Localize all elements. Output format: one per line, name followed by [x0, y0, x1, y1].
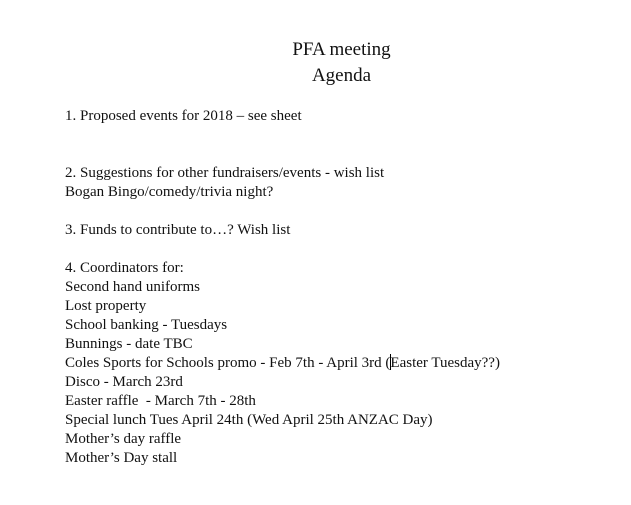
coordinator-item: Bunnings - date TBC — [65, 336, 193, 352]
coordinator-item: Special lunch Tues April 24th (Wed April 25th ANZAC Day) — [65, 412, 433, 428]
page-title: PFA meeting — [292, 39, 391, 60]
coordinator-item: Mother’s day raffle — [65, 431, 182, 447]
coles-text-after-caret: Easter Tuesday??) — [390, 355, 500, 371]
page-subtitle: Agenda — [311, 65, 372, 86]
coordinator-item-coles — [65, 354, 500, 373]
agenda-item-3: 3. Funds to contribute to…? Wish list — [65, 222, 291, 238]
coordinator-item: Disco - March 23rd — [65, 374, 183, 390]
coordinator-item: Mother’s Day stall — [65, 450, 178, 466]
agenda-item-1: 1. Proposed events for 2018 – see sheet — [65, 108, 302, 124]
coordinator-item: Second hand uniforms — [65, 279, 200, 295]
agenda-item-2: 2. Suggestions for other fundraisers/events - wish list — [65, 165, 385, 181]
coordinator-item: Lost property — [65, 298, 147, 314]
coles-text-before-caret: Coles Sports for Schools promo - Feb 7th - April 3rd ( — [65, 355, 391, 371]
agenda-item-2-detail: Bogan Bingo/comedy/trivia night? — [65, 184, 274, 200]
coordinator-item: Easter raffle - March 7th - 28th — [65, 393, 256, 409]
agenda-item-4: 4. Coordinators for: — [65, 260, 184, 276]
coordinator-item: School banking - Tuesdays — [65, 317, 228, 333]
